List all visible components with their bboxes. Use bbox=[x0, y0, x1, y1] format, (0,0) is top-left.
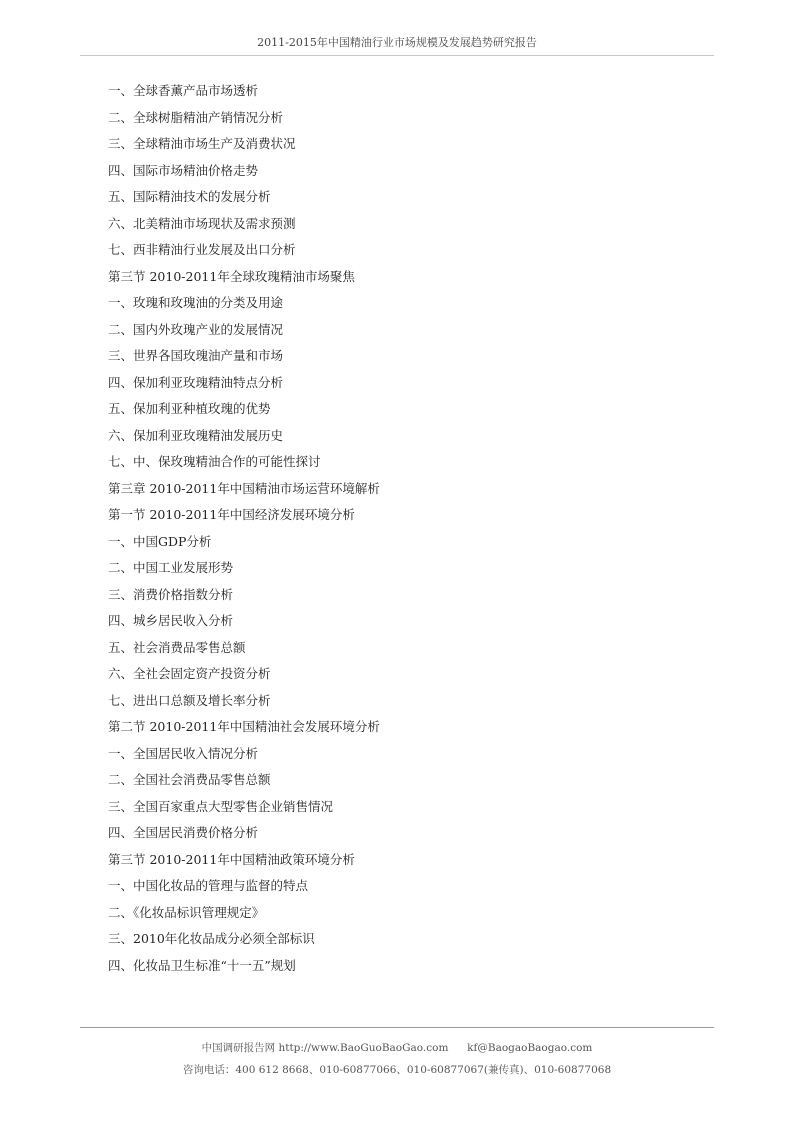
toc-entry: 五、社会消费品零售总额 bbox=[108, 639, 246, 655]
toc-entry: 三、全球精油市场生产及消费状况 bbox=[108, 136, 296, 151]
footer-site-name: 中国调研报告网 bbox=[201, 1042, 276, 1054]
toc-entry: 第三章 2010-2011年中国精油市场运营环境解析 bbox=[108, 480, 380, 496]
table-of-contents bbox=[108, 78, 708, 979]
toc-entry: 六、北美精油市场现状及需求预测 bbox=[108, 215, 296, 231]
toc-entry: 三、世界各国玫瑰油产量和市场 bbox=[108, 348, 284, 363]
footer-divider bbox=[80, 1027, 714, 1028]
toc-entry: 二、国内外玫瑰产业的发展情况 bbox=[108, 321, 284, 337]
toc-entry: 二、《化妆品标识管理规定》 bbox=[108, 904, 265, 920]
toc-entry: 二、全国社会消费品零售总额 bbox=[108, 772, 271, 787]
toc-entry: 二、全球树脂精油产销情况分析 bbox=[108, 109, 284, 125]
footer-site-url[interactable]: http://www.BaoGuoBaoGao.com bbox=[278, 1042, 449, 1054]
toc-entry: 四、化妆品卫生标准“十一五”规划 bbox=[108, 957, 296, 973]
toc-entry: 第三节 2010-2011年中国精油政策环境分析 bbox=[108, 851, 355, 867]
toc-entry: 七、进出口总额及增长率分析 bbox=[108, 692, 271, 708]
footer-contact-line bbox=[80, 1062, 714, 1077]
toc-entry: 六、全社会固定资产投资分析 bbox=[108, 666, 271, 681]
toc-entry: 三、消费价格指数分析 bbox=[108, 586, 234, 602]
toc-entry: 四、全国居民消费价格分析 bbox=[108, 825, 259, 840]
toc-entry: 五、国际精油技术的发展分析 bbox=[108, 189, 271, 204]
toc-entry: 第二节 2010-2011年中国精油社会发展环境分析 bbox=[108, 719, 380, 734]
footer-site-line bbox=[80, 1040, 714, 1055]
toc-entry: 一、全国居民收入情况分析 bbox=[108, 745, 259, 761]
footer-email[interactable]: kf@BaogaoBaogao.com bbox=[467, 1042, 593, 1054]
toc-entry: 一、中国化妆品的管理与监督的特点 bbox=[108, 878, 309, 893]
page-header bbox=[80, 36, 714, 50]
toc-entry: 一、中国GDP分析 bbox=[108, 533, 212, 549]
toc-entry: 三、全国百家重点大型零售企业销售情况 bbox=[108, 798, 334, 814]
toc-entry: 四、国际市场精油价格走势 bbox=[108, 162, 259, 178]
footer-contact: 咨询电话：400 612 8668、010-60877066、010-60877067(兼传真)、010-60877068 bbox=[182, 1064, 612, 1076]
toc-entry: 六、保加利亚玫瑰精油发展历史 bbox=[108, 427, 284, 443]
toc-entry: 第一节 2010-2011年中国经济发展环境分析 bbox=[108, 507, 355, 522]
toc-entry: 七、中、保玫瑰精油合作的可能性探讨 bbox=[108, 454, 321, 469]
toc-entry: 一、全球香薰产品市场透析 bbox=[108, 83, 259, 98]
toc-entry: 四、保加利亚玫瑰精油特点分析 bbox=[108, 374, 284, 390]
toc-entry: 四、城乡居民收入分析 bbox=[108, 613, 234, 628]
toc-entry: 七、西非精油行业发展及出口分析 bbox=[108, 242, 296, 257]
toc-entry: 第三节 2010-2011年全球玫瑰精油市场聚焦 bbox=[108, 268, 355, 284]
toc-entry: 三、2010年化妆品成分必须全部标识 bbox=[108, 931, 315, 946]
report-title: 2011-2015年中国精油行业市场规模及发展趋势研究报告 bbox=[257, 36, 537, 49]
header-divider bbox=[80, 55, 714, 56]
toc-entry: 二、中国工业发展形势 bbox=[108, 560, 234, 575]
toc-entry: 一、玫瑰和玫瑰油的分类及用途 bbox=[108, 295, 284, 310]
toc-entry: 五、保加利亚种植玫瑰的优势 bbox=[108, 401, 271, 416]
